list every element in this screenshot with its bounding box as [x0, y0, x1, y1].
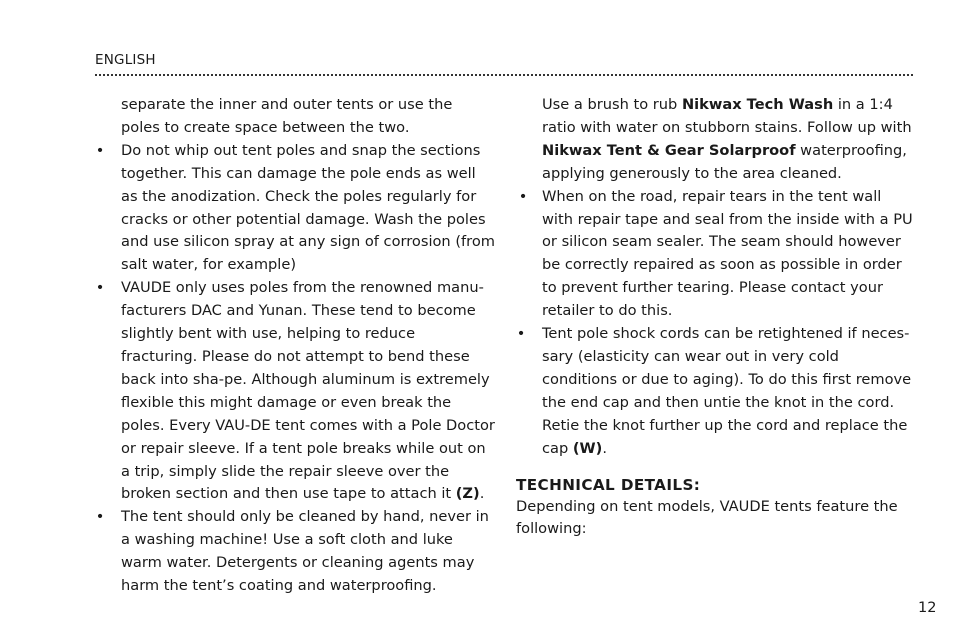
- section-intro: Depending on tent models, VAUDE tents feature the following:: [516, 497, 898, 538]
- bullet-icon: •: [95, 279, 105, 297]
- bullet-text: The tent should only be cleaned by hand, never in a washing machine! Use a soft cloth and luke warm water. Detergents or cleaning agents may harm the tent’s coating and waterproofing.: [121, 508, 489, 595]
- left-column: [95, 94, 495, 598]
- figure-reference: (W): [572, 439, 603, 457]
- page-number: 12: [918, 600, 937, 616]
- bullet-icon: •: [95, 141, 105, 159]
- text-run: Use a brush to rub: [542, 96, 682, 113]
- bullet-text-end: .: [602, 439, 607, 457]
- bullet-icon: •: [95, 508, 105, 526]
- bullet-icon: •: [518, 187, 528, 205]
- bullet-text: VAUDE only uses poles from the renowned manu-facturers DAC and Yunan. These tend to become slightly bent with use, helping to reduce fracturing. Please do not attempt to bend these back into sha-pe. Although aluminum is extremely flexible this might damage or even break the poles. Every VAU-DE tent comes with a Pole Doctor or repair sleeve. If a tent pole breaks while out on a trip, simply slide the repair sleeve over the broken section and then use tape to attach it: [121, 279, 495, 503]
- section-heading: TECHNICAL DETAILS:: [516, 475, 701, 494]
- product-name-solarproof: Nikwax Tent & Gear Solarproof: [542, 141, 796, 159]
- bullet-item-poles-whip: [95, 140, 495, 277]
- text-run: in a 1:4 ratio with water on stubborn stains. Follow up with: [542, 96, 912, 136]
- dotted-divider: [95, 74, 913, 76]
- bullet-item-repair-tears: [516, 186, 916, 323]
- bullet-text: Do not whip out tent poles and snap the sections together. This can damage the pole ends as well as the anodization. Check the poles regularly for cracks or other potential damage. Wash the poles and use silicon spray at any sign of corrosion (from salt water, for example): [121, 141, 495, 274]
- product-name-tech-wash: Nikwax Tech Wash: [681, 96, 834, 113]
- left-continuation-paragraph: separate the inner and outer tents or use the poles to create space between the two.: [121, 96, 453, 136]
- bullet-text: Tent pole shock cords can be retightened if neces-sary (elasticity can wear out in very cold conditions or due to aging). To do this first remove the end cap and then untie the knot in the cord. Retie the knot further up the cord and replace the cap: [542, 325, 912, 457]
- bullet-item-shock-cords: [516, 323, 916, 460]
- right-continuation-paragraph: [516, 94, 916, 186]
- bullet-text-end: .: [479, 485, 485, 503]
- bullet-item-cleaning: [95, 506, 495, 598]
- right-column: [516, 94, 916, 541]
- bullet-text: When on the road, repair tears in the tent wall with repair tape and seal from the inside with a PU or silicon seam sealer. The seam should however be correctly repaired as soon as possible in order to prevent further tearing. Please contact your retailer to do this.: [542, 187, 913, 320]
- bullet-icon: •: [516, 325, 526, 343]
- language-label: ENGLISH: [95, 52, 156, 68]
- figure-reference: (Z): [455, 485, 480, 503]
- text-run: waterproofing, applying generously to the area cleaned.: [542, 141, 907, 182]
- bullet-item-poles-manufacturers: [95, 277, 495, 506]
